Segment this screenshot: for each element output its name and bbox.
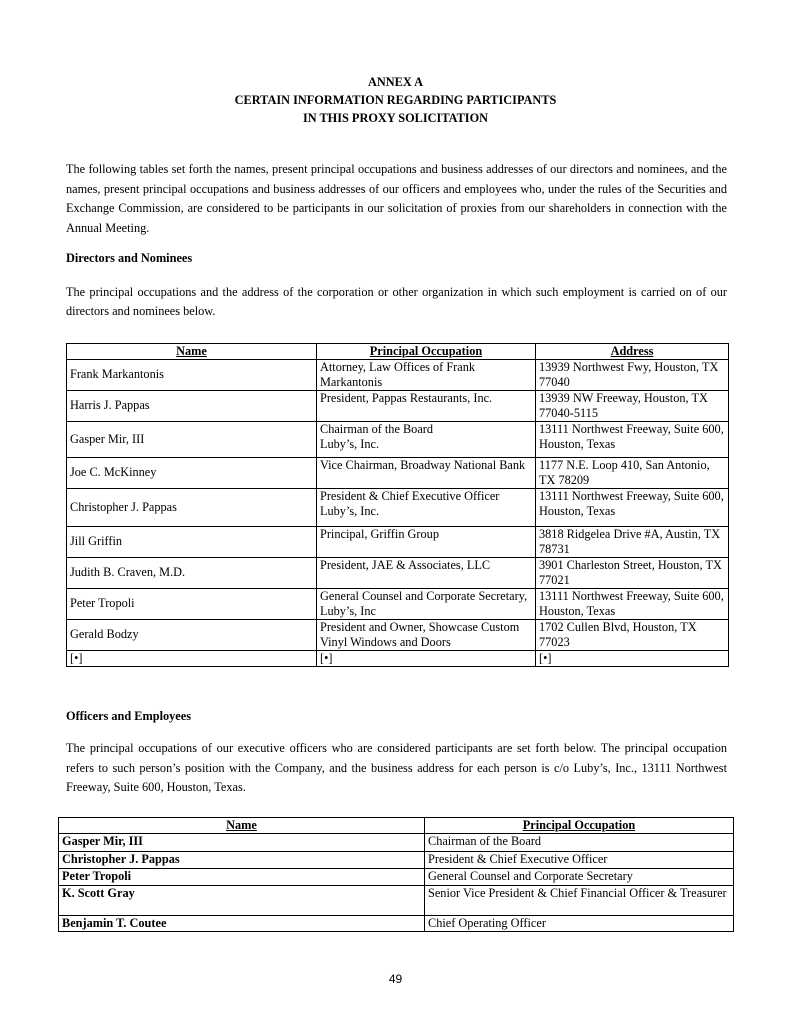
director-occupation: [•] [317, 650, 536, 666]
officer-occupation: Chief Operating Officer [425, 915, 734, 931]
director-occupation: General Counsel and Corporate Secretary, Luby’s, Inc [317, 588, 536, 619]
officer-name: Gasper Mir, III [59, 833, 425, 851]
director-occupation: Chairman of the Board Luby’s, Inc. [317, 421, 536, 457]
table-row [67, 390, 729, 421]
director-name: Gasper Mir, III [67, 421, 317, 457]
title-line-2: CERTAIN INFORMATION REGARDING PARTICIPANTS [234, 93, 557, 107]
directors-heading: Directors and Nominees [66, 251, 193, 265]
officers-heading: Officers and Employees [66, 708, 192, 723]
director-address: 13111 Northwest Freeway, Suite 600, Houston, Texas [536, 488, 729, 526]
director-address: 1702 Cullen Blvd, Houston, TX 77023 [536, 619, 729, 650]
intro-paragraph: The following tables set forth the names, present principal occupations and business addresses of our directors and nominees, and the names, present principal occupations and business addresses of our officers and employees who, under the rules of the Securities and Exchange Commission, are considered to be participants in our solicitation of proxies from our shareholders in connection with the Annual Meeting. [66, 162, 727, 235]
table-row [59, 915, 734, 931]
director-name: Gerald Bodzy [67, 619, 317, 650]
table-row [67, 526, 729, 557]
director-occupation: Principal, Griffin Group [317, 526, 536, 557]
officer-name: Peter Tropoli [59, 868, 425, 885]
table-header-row [59, 817, 734, 833]
officer-occupation: Chairman of the Board [425, 833, 734, 851]
table-row [59, 868, 734, 885]
director-occupation: Attorney, Law Offices of Frank Markantonis [317, 359, 536, 390]
column-header-occupation: Principal Occupation [425, 817, 734, 833]
directors-table [66, 343, 729, 667]
table-row [59, 851, 734, 868]
officers-paragraph: The principal occupations of our executive officers who are considered participants are set forth below. The principal occupation refers to such person’s position with the Company, and the business address for each person is c/o Luby’s, Inc., 13111 Northwest Freeway, Suite 600, Houston, Texas. [66, 741, 727, 794]
table-row [67, 488, 729, 526]
column-header-address: Address [536, 343, 729, 359]
officer-occupation: Senior Vice President & Chief Financial Officer & Treasurer [425, 885, 734, 915]
director-occupation: President and Owner, Showcase Custom Vinyl Windows and Doors [317, 619, 536, 650]
table-row [67, 359, 729, 390]
officer-name: K. Scott Gray [59, 885, 425, 915]
director-occupation: President, JAE & Associates, LLC [317, 557, 536, 588]
officer-name: Christopher J. Pappas [59, 851, 425, 868]
column-header-occupation: Principal Occupation [317, 343, 536, 359]
table-row [59, 885, 734, 915]
page-number: 49 [388, 971, 403, 986]
director-address: 3818 Ridgelea Drive #A, Austin, TX 78731 [536, 526, 729, 557]
table-row [67, 588, 729, 619]
director-address: 3901 Charleston Street, Houston, TX 77021 [536, 557, 729, 588]
director-address: [•] [536, 650, 729, 666]
director-name: Peter Tropoli [67, 588, 317, 619]
director-name: Judith B. Craven, M.D. [67, 557, 317, 588]
table-row [67, 619, 729, 650]
director-name: Jill Griffin [67, 526, 317, 557]
column-header-name: Name [67, 343, 317, 359]
column-header-name: Name [59, 817, 425, 833]
officer-occupation: General Counsel and Corporate Secretary [425, 868, 734, 885]
officer-name: Benjamin T. Coutee [59, 915, 425, 931]
director-name: Harris J. Pappas [67, 390, 317, 421]
table-row [67, 421, 729, 457]
director-address: 1177 N.E. Loop 410, San Antonio, TX 78209 [536, 457, 729, 488]
director-address: 13939 NW Freeway, Houston, TX 77040-5115 [536, 390, 729, 421]
director-name: Joe C. McKinney [67, 457, 317, 488]
directors-paragraph: The principal occupations and the address of the corporation or other organization in which such employment is carried on of our directors and nominees below. [66, 284, 727, 318]
director-name: [•] [67, 650, 317, 666]
director-occupation: Vice Chairman, Broadway National Bank [317, 457, 536, 488]
director-name: Christopher J. Pappas [67, 488, 317, 526]
table-row [67, 457, 729, 488]
table-row [59, 833, 734, 851]
director-name: Frank Markantonis [67, 359, 317, 390]
director-occupation: President & Chief Executive Officer Luby’s, Inc. [317, 488, 536, 526]
title-line-3: IN THIS PROXY SOLICITATION [302, 111, 489, 125]
director-address: 13939 Northwest Fwy, Houston, TX 77040 [536, 359, 729, 390]
officer-occupation: President & Chief Executive Officer [425, 851, 734, 868]
director-address: 13111 Northwest Freeway, Suite 600, Houston, Texas [536, 421, 729, 457]
director-occupation: President, Pappas Restaurants, Inc. [317, 390, 536, 421]
table-row [67, 557, 729, 588]
table-header-row [67, 343, 729, 359]
director-address: 13111 Northwest Freeway, Suite 600, Houston, Texas [536, 588, 729, 619]
annex-title [0, 73, 791, 127]
table-row [67, 650, 729, 666]
title-line-1: ANNEX A [368, 75, 423, 89]
officers-table [58, 817, 734, 932]
